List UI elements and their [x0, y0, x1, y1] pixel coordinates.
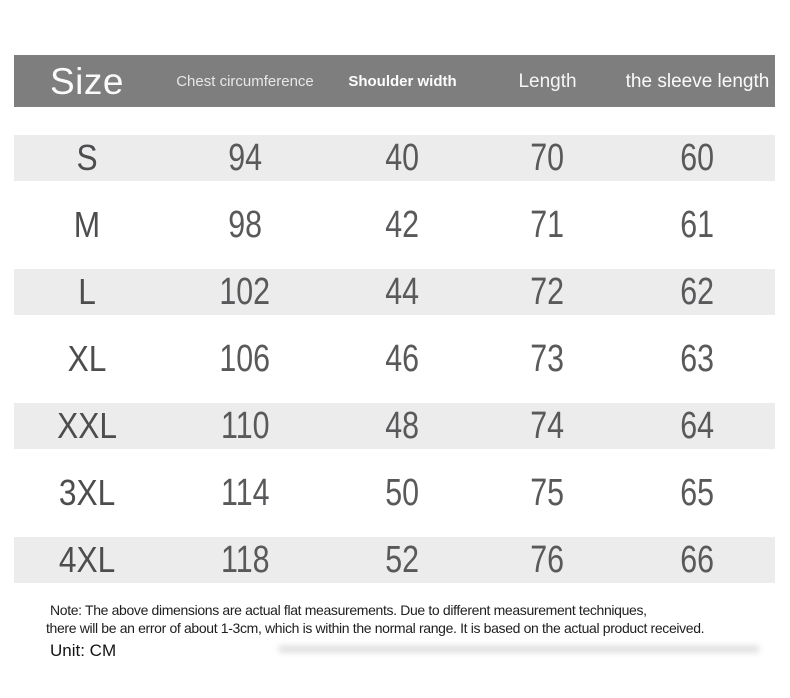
- size-label: XXL: [57, 405, 117, 446]
- shoulder-value: 52: [385, 539, 420, 581]
- table-row: [14, 181, 775, 269]
- table-row: [14, 315, 775, 403]
- size-label: L: [78, 271, 96, 312]
- table-row: [14, 537, 775, 583]
- chest-cell: [160, 340, 330, 378]
- length-value: 71: [530, 204, 565, 246]
- sleeve-cell: [620, 407, 775, 445]
- table-row: [14, 269, 775, 315]
- chest-value: 102: [219, 271, 271, 313]
- sleeve-cell: [620, 139, 775, 177]
- length-value: 74: [530, 405, 565, 447]
- table-row: [14, 449, 775, 537]
- length-cell: [475, 474, 620, 512]
- chest-cell: [160, 206, 330, 244]
- length-cell: [475, 273, 620, 311]
- size-cell: [14, 137, 160, 178]
- shoulder-value: 40: [385, 137, 420, 179]
- shoulder-cell: [330, 541, 475, 579]
- sleeve-cell: [620, 541, 775, 579]
- shoulder-value: 46: [385, 338, 420, 380]
- length-value: 72: [530, 271, 565, 313]
- chest-value: 114: [220, 472, 270, 514]
- size-cell: [14, 204, 160, 245]
- sleeve-value: 63: [680, 338, 715, 380]
- size-label: 4XL: [58, 539, 116, 580]
- shoulder-cell: [330, 340, 475, 378]
- length-cell: [475, 139, 620, 177]
- sleeve-value: 64: [680, 405, 715, 447]
- size-table: [14, 55, 775, 583]
- chest-value: 98: [228, 204, 262, 246]
- sleeve-value: 66: [680, 539, 715, 581]
- shoulder-value: 48: [385, 405, 420, 447]
- shoulder-cell: [330, 139, 475, 177]
- sleeve-cell: [620, 340, 775, 378]
- length-cell: [475, 340, 620, 378]
- sleeve-value: 65: [680, 472, 715, 514]
- size-label: S: [76, 137, 98, 178]
- header-shoulder-width: Shoulder width: [348, 72, 457, 90]
- length-value: 73: [530, 338, 565, 380]
- note-line-1: Note: The above dimensions are actual flat measurements. Due to different measurement techniques,: [50, 602, 647, 618]
- chest-value: 110: [220, 405, 270, 447]
- sleeve-cell: [620, 474, 775, 512]
- note-line-2: there will be an error of about 1-3cm, which is within the normal range. It is based on the actual product received.: [46, 620, 705, 636]
- shoulder-cell: [330, 474, 475, 512]
- sleeve-value: 62: [680, 271, 715, 313]
- chest-value: 94: [228, 137, 262, 179]
- length-value: 70: [530, 137, 565, 179]
- shoulder-value: 44: [385, 271, 420, 313]
- length-value: 76: [530, 539, 565, 581]
- size-label: M: [73, 204, 101, 245]
- shoulder-cell: [330, 273, 475, 311]
- header-sleeve-length: the sleeve length: [625, 70, 770, 92]
- size-label: 3XL: [58, 472, 116, 513]
- length-value: 75: [530, 472, 565, 514]
- header-gap: [14, 107, 775, 135]
- chest-value: 106: [219, 338, 271, 380]
- unit-label: Unit: CM: [50, 641, 117, 660]
- length-cell: [475, 206, 620, 244]
- length-cell: [475, 541, 620, 579]
- size-cell: [14, 271, 160, 312]
- length-cell: [475, 407, 620, 445]
- blurred-watermark: [278, 645, 760, 653]
- chest-cell: [160, 139, 330, 177]
- size-cell: [14, 338, 160, 379]
- chest-cell: [160, 474, 330, 512]
- shoulder-value: 42: [385, 204, 420, 246]
- sleeve-value: 61: [680, 204, 715, 246]
- header-chest-circumference: Chest circumference: [176, 72, 314, 90]
- measurement-note: [46, 601, 705, 637]
- sleeve-cell: [620, 273, 775, 311]
- size-cell: [14, 472, 160, 513]
- chest-cell: [160, 273, 330, 311]
- chest-value: 118: [220, 539, 270, 581]
- sleeve-cell: [620, 206, 775, 244]
- table-header-row: [14, 55, 775, 107]
- chest-cell: [160, 541, 330, 579]
- size-label: XL: [67, 338, 107, 379]
- header-size: Size: [50, 60, 124, 102]
- chest-cell: [160, 407, 330, 445]
- size-cell: [14, 405, 160, 446]
- table-row: [14, 135, 775, 181]
- shoulder-cell: [330, 206, 475, 244]
- shoulder-value: 50: [385, 472, 420, 514]
- table-row: [14, 403, 775, 449]
- header-length: Length: [518, 70, 577, 92]
- size-cell: [14, 539, 160, 580]
- sleeve-value: 60: [680, 137, 715, 179]
- shoulder-cell: [330, 407, 475, 445]
